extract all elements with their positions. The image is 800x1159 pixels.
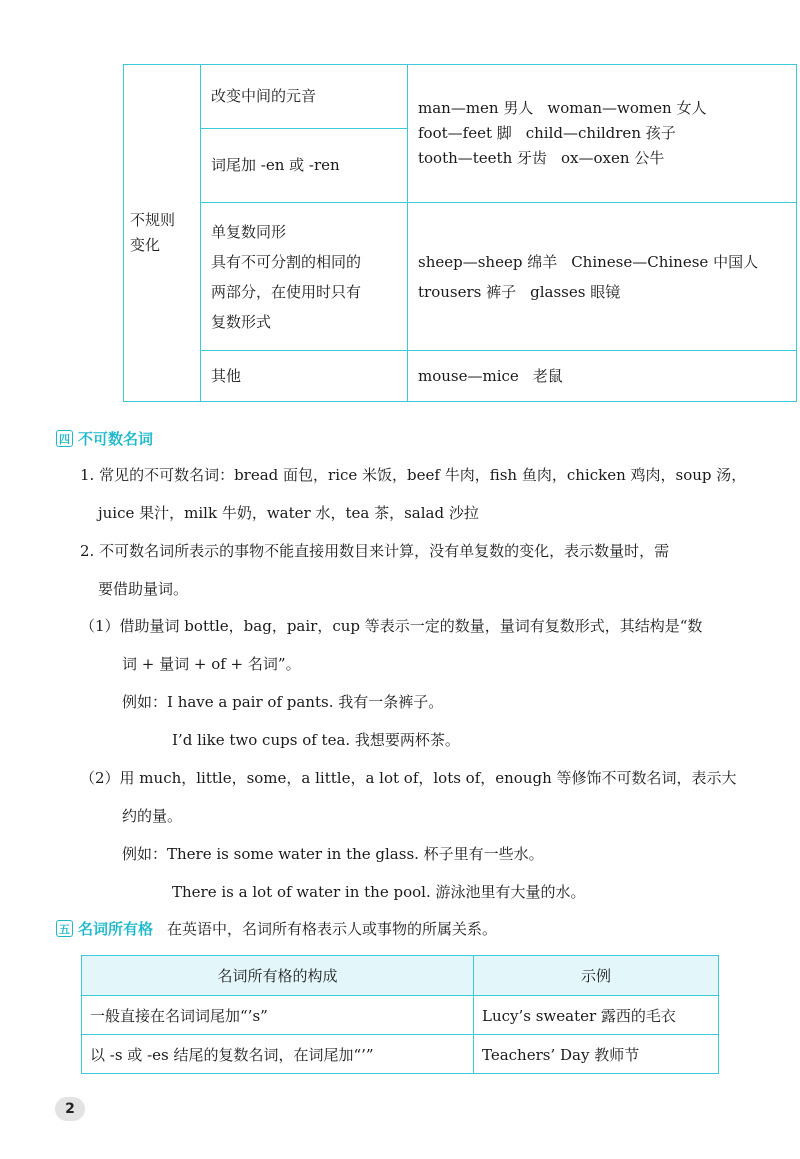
- example-sentence: I’d like two cups of tea. 我想要两杯茶。: [172, 731, 460, 749]
- rule-other: 其他: [211, 366, 242, 385]
- rule-line: 具有不可分割的相同的: [211, 252, 362, 271]
- examples-cell: [408, 203, 797, 351]
- example-text: mouse—mice: [418, 366, 519, 385]
- irregular-plural-table: [123, 64, 797, 402]
- example-line: trousers 裤子 glasses 眼镜: [418, 282, 621, 301]
- table-header-row: [82, 956, 719, 996]
- example-line: tooth—teeth 牙齿 ox—oxen 公牛: [418, 149, 665, 167]
- example-sentence: There is a lot of water in the pool. 游泳池里有大量的水。: [172, 883, 586, 901]
- paragraph-line: 词 + 量词 + of + 名词”。: [122, 655, 301, 673]
- category-label: 不规则变化: [130, 211, 176, 254]
- example-sentence: 例如：I have a pair of pants. 我有一条裤子。: [122, 693, 444, 711]
- rule-cell: [201, 203, 408, 351]
- rule-cell: [201, 351, 408, 402]
- example-line: man—men 男人 woman—women 女人: [418, 99, 707, 117]
- possessive-table: [81, 955, 719, 1074]
- category-cell: [124, 65, 201, 402]
- paragraph-line: （1）借助量词 bottle，bag，pair，cup 等表示一定的数量，量词有复数形式，其结构是“数: [80, 617, 703, 635]
- paragraph-line: juice 果汁，milk 牛奶，water 水，tea 茶，salad 沙拉: [98, 504, 479, 522]
- paragraph-line: （2）用 much，little，some，a little，a lot of，lots of，enough 等修饰不可数名词，表示大: [80, 769, 737, 787]
- paragraph-line: 约的量。: [122, 807, 183, 825]
- section-number-badge: 四: [56, 430, 73, 447]
- rule-cell: [201, 129, 408, 203]
- section-heading-uncountable: [56, 428, 153, 449]
- section-title: 名词所有格: [78, 920, 154, 938]
- table-row: [82, 1035, 719, 1074]
- column-header: 名词所有格的构成: [82, 956, 474, 996]
- section-title: 不可数名词: [78, 430, 154, 448]
- examples-cell: [408, 65, 797, 203]
- section-number-badge: 五: [56, 920, 73, 937]
- page-number: 2: [55, 1097, 85, 1121]
- rule-cell: [201, 65, 408, 129]
- rule-line: 复数形式: [211, 312, 272, 331]
- rule-add-en: 词尾加 -en 或 -ren: [211, 156, 340, 174]
- table-cell: Teachers’ Day 教师节: [474, 1035, 719, 1074]
- example-line: sheep—sheep 绵羊 Chinese—Chinese 中国人: [418, 252, 759, 271]
- column-header: 示例: [474, 956, 719, 996]
- rule-line: 两部分，在使用时只有: [211, 282, 362, 301]
- example-sentence: 例如：There is some water in the glass. 杯子里有一些水。: [122, 845, 544, 863]
- paragraph-line: 要借助量词。: [98, 580, 189, 598]
- rule-line: 单复数同形: [211, 222, 287, 241]
- table-row: [82, 996, 719, 1035]
- paragraph-line: 2. 不可数名词所表示的事物不能直接用数目来计算，没有单复数的变化，表示数量时，需: [80, 542, 670, 560]
- table-cell: Lucy’s sweater 露西的毛衣: [474, 996, 719, 1035]
- examples-cell: [408, 351, 797, 402]
- example-text: 老鼠: [532, 366, 563, 385]
- table-cell: 以 -s 或 -es 结尾的复数名词，在词尾加“’”: [82, 1035, 474, 1074]
- rule-vowel-change: 改变中间的元音: [211, 87, 317, 105]
- table-cell: 一般直接在名词词尾加“’s”: [82, 996, 474, 1035]
- section-heading-possessive: [56, 918, 497, 939]
- example-line: foot—feet 脚 child—children 孩子: [418, 124, 676, 142]
- section-intro: 在英语中，名词所有格表示人或事物的所属关系。: [167, 920, 498, 938]
- paragraph-line: 1. 常见的不可数名词：bread 面包，rice 米饭，beef 牛肉，fish 鱼肉，chicken 鸡肉，soup 汤，: [80, 466, 747, 484]
